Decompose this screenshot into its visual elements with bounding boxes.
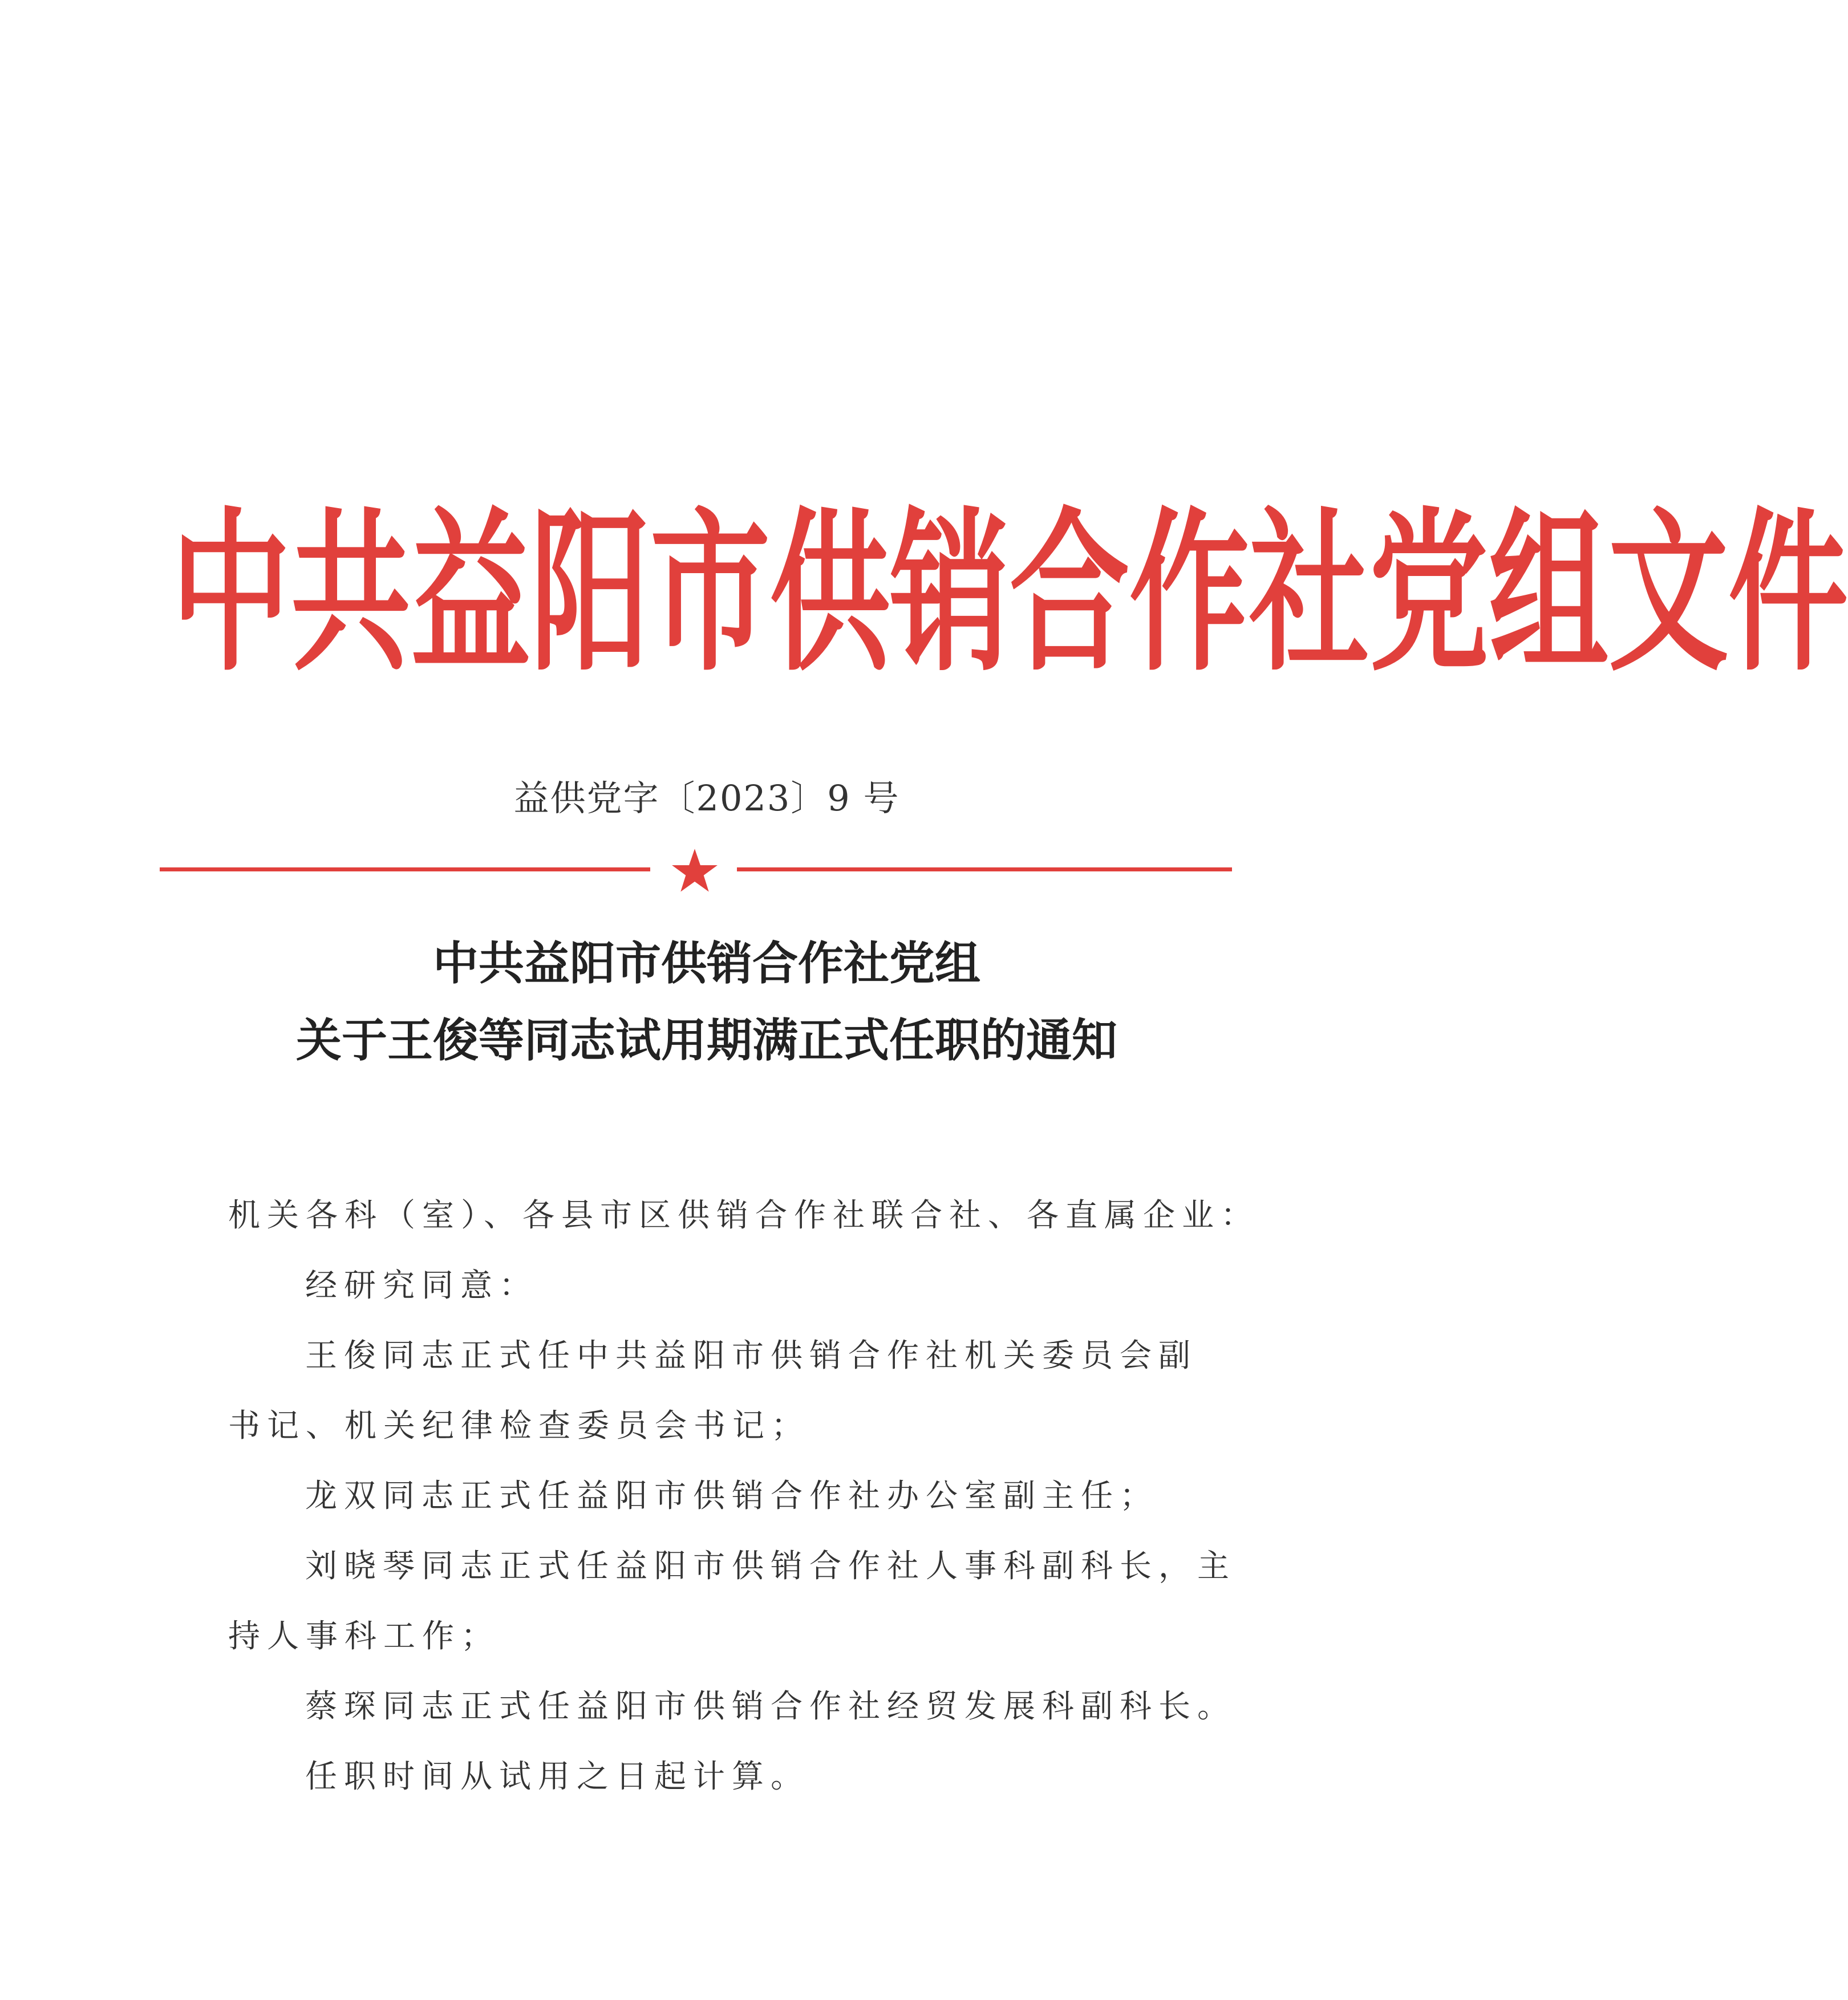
appointment-item-1-continued: 书记、机关纪律检查委员会书记； (228, 1407, 810, 1445)
appointment-item-3: 刘晓琴同志正式任益阳市供销合作社人事科副科长，主 (305, 1548, 1236, 1585)
closing-paragraph: 任职时间从试用之日起计算。 (305, 1758, 809, 1795)
star-icon (671, 847, 719, 895)
header-divider (160, 847, 1232, 893)
header-char: 件 (1728, 490, 1848, 695)
header-char: 市 (650, 490, 771, 695)
opening-paragraph: 经研究同意： (305, 1267, 538, 1304)
appointment-item-1: 王俊同志正式任中共益阳市供销合作社机关委员会副 (305, 1337, 1197, 1374)
header-char: 供 (770, 490, 890, 695)
header-char: 文 (1608, 490, 1729, 695)
appointment-item-2: 龙双同志正式任益阳市供销合作社办公室副主任； (305, 1478, 1158, 1515)
document-title-line-1: 中共益阳市供销合作社党组 (433, 936, 980, 990)
header-char: 销 (890, 490, 1010, 695)
header-char: 合 (1010, 490, 1130, 695)
document-number: 益供党字〔2023〕9 号 (513, 777, 900, 819)
header-char: 中 (171, 490, 291, 695)
header-char: 党 (1369, 490, 1489, 695)
divider-line-right (737, 867, 1232, 871)
appointment-item-3-continued: 持人事科工作； (228, 1618, 500, 1655)
divider-line-left (160, 867, 650, 871)
header-char: 作 (1129, 490, 1250, 695)
document-header (171, 490, 1848, 695)
header-char: 益 (411, 490, 531, 695)
header-char: 共 (291, 490, 411, 695)
header-char: 组 (1489, 490, 1609, 695)
header-char: 社 (1249, 490, 1369, 695)
header-char: 阳 (530, 490, 651, 695)
salutation: 机关各科（室）、各县市区供销合作社联合社、各直属企业： (228, 1197, 1259, 1234)
appointment-item-4: 蔡琛同志正式任益阳市供销合作社经贸发展科副科长。 (305, 1688, 1236, 1725)
document-title-line-2: 关于王俊等同志试用期满正式任职的通知 (296, 1013, 1117, 1067)
